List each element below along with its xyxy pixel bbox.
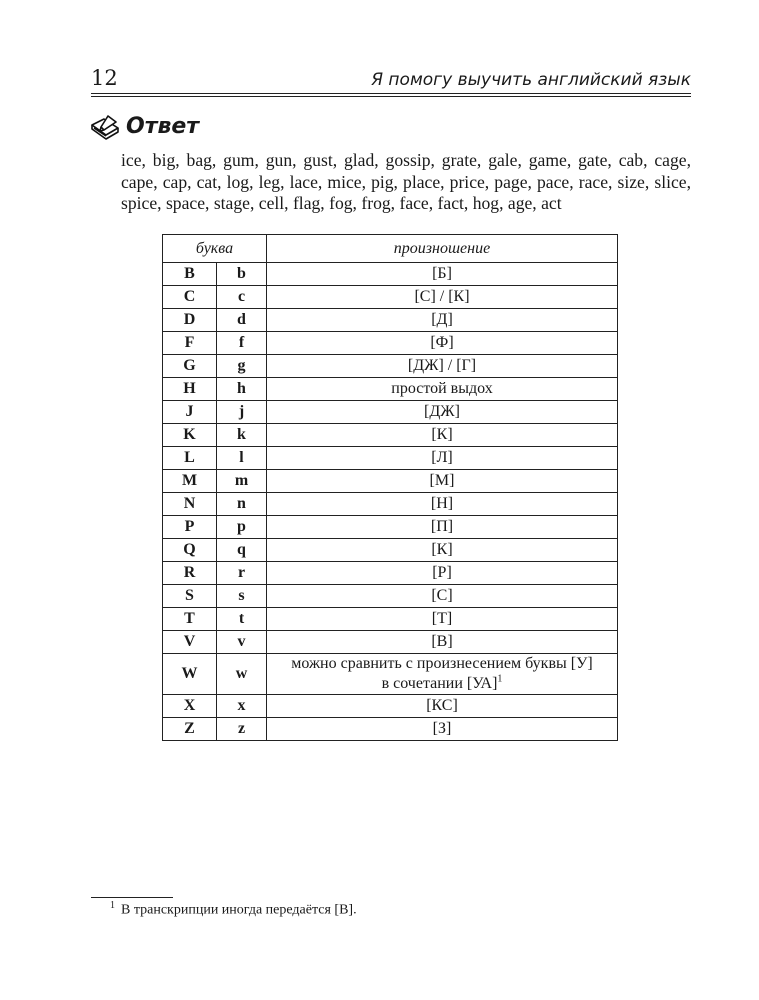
pronunciation-cell: [Н] xyxy=(267,493,618,516)
letter-lower: j xyxy=(217,401,267,424)
table-row xyxy=(163,470,618,493)
table-row xyxy=(163,286,618,309)
table-row xyxy=(163,562,618,585)
notepad-pencil-icon xyxy=(88,114,122,144)
pronunciation-cell: [Д] xyxy=(267,309,618,332)
pronunciation-cell: [Ф] xyxy=(267,332,618,355)
table-row xyxy=(163,447,618,470)
table-row xyxy=(163,401,618,424)
table-row xyxy=(163,355,618,378)
header-letter: буква xyxy=(163,235,267,263)
letter-lower: d xyxy=(217,309,267,332)
letter-upper: G xyxy=(163,355,217,378)
letter-lower: l xyxy=(217,447,267,470)
header-rule-second xyxy=(91,96,691,97)
letter-upper: K xyxy=(163,424,217,447)
letter-lower: c xyxy=(217,286,267,309)
pronunciation-cell: [Б] xyxy=(267,263,618,286)
letter-lower: h xyxy=(217,378,267,401)
letter-lower: r xyxy=(217,562,267,585)
pronunciation-cell: [С] xyxy=(267,585,618,608)
letter-upper: Z xyxy=(163,718,217,741)
header-pronunciation: произношение xyxy=(267,235,618,263)
letter-lower: t xyxy=(217,608,267,631)
letter-lower: b xyxy=(217,263,267,286)
letter-upper: Q xyxy=(163,539,217,562)
letter-upper: H xyxy=(163,378,217,401)
letter-lower: p xyxy=(217,516,267,539)
letter-upper: N xyxy=(163,493,217,516)
answer-word-list: ice, big, bag, gum, gun, gust, glad, gossip, grate, gale, game, gate, cab, cage, cape, cap, cat, log, leg, lace, mice, pig, place, price, page, pace, race, size, slice, spice, space, stage, cell, flag, fog, frog, face, fact, hog, age, act xyxy=(121,150,691,213)
footnote-text: В транскрипции иногда передаётся [В]. xyxy=(121,902,357,918)
pronunciation-cell: [ДЖ] / [Г] xyxy=(267,355,618,378)
pronunciation-cell: [Р] xyxy=(267,562,618,585)
table-row xyxy=(163,695,618,718)
pronunciation-cell: [КС] xyxy=(267,695,618,718)
footnote-mark: 1 xyxy=(110,900,115,911)
letter-upper: L xyxy=(163,447,217,470)
table-row xyxy=(163,424,618,447)
footnote-reference: 1 xyxy=(497,673,503,685)
table-row xyxy=(163,263,618,286)
letter-lower: s xyxy=(217,585,267,608)
page-header xyxy=(91,66,691,92)
letter-upper: D xyxy=(163,309,217,332)
pronunciation-cell: [В] xyxy=(267,631,618,654)
pronunciation-cell: [П] xyxy=(267,516,618,539)
section-title: Ответ xyxy=(126,114,200,139)
letter-upper: V xyxy=(163,631,217,654)
pronunciation-cell: простой выдох xyxy=(267,378,618,401)
running-title: Я помогу выучить английский язык xyxy=(371,70,691,90)
letter-upper: X xyxy=(163,695,217,718)
header-rule xyxy=(91,93,691,94)
letter-upper: F xyxy=(163,332,217,355)
letter-upper: B xyxy=(163,263,217,286)
letter-upper: M xyxy=(163,470,217,493)
letter-lower: w xyxy=(217,654,267,695)
table-row xyxy=(163,378,618,401)
table-row xyxy=(163,654,618,695)
letter-lower: n xyxy=(217,493,267,516)
pronunciation-cell: [Т] xyxy=(267,608,618,631)
letter-lower: f xyxy=(217,332,267,355)
letter-upper: W xyxy=(163,654,217,695)
letter-lower: q xyxy=(217,539,267,562)
pronunciation-cell xyxy=(267,654,618,695)
pronunciation-cell: [Л] xyxy=(267,447,618,470)
pronunciation-cell: [К] xyxy=(267,424,618,447)
pronunciation-table xyxy=(162,234,618,741)
table-row xyxy=(163,539,618,562)
table-row xyxy=(163,516,618,539)
pronunciation-line-2: в сочетании [УА] xyxy=(381,675,498,692)
footnote xyxy=(110,900,357,919)
table-row xyxy=(163,718,618,741)
pronunciation-cell: [ДЖ] xyxy=(267,401,618,424)
pronunciation-line-1: можно сравнить с произнесением буквы [У] xyxy=(291,655,593,672)
pronunciation-cell: [М] xyxy=(267,470,618,493)
letter-upper: T xyxy=(163,608,217,631)
table-row xyxy=(163,585,618,608)
pronunciation-cell: [З] xyxy=(267,718,618,741)
letter-upper: P xyxy=(163,516,217,539)
table-row xyxy=(163,332,618,355)
table-row xyxy=(163,493,618,516)
letter-upper: C xyxy=(163,286,217,309)
table-row xyxy=(163,309,618,332)
letter-upper: R xyxy=(163,562,217,585)
letter-lower: z xyxy=(217,718,267,741)
pronunciation-cell: [С] / [К] xyxy=(267,286,618,309)
letter-lower: x xyxy=(217,695,267,718)
table-row xyxy=(163,631,618,654)
pronunciation-cell: [К] xyxy=(267,539,618,562)
letter-lower: g xyxy=(217,355,267,378)
letter-lower: k xyxy=(217,424,267,447)
letter-upper: S xyxy=(163,585,217,608)
letter-lower: v xyxy=(217,631,267,654)
letter-lower: m xyxy=(217,470,267,493)
table-row xyxy=(163,608,618,631)
footnote-rule xyxy=(91,897,173,898)
table-header-row xyxy=(163,235,618,263)
letter-upper: J xyxy=(163,401,217,424)
page-number: 12 xyxy=(91,66,118,90)
